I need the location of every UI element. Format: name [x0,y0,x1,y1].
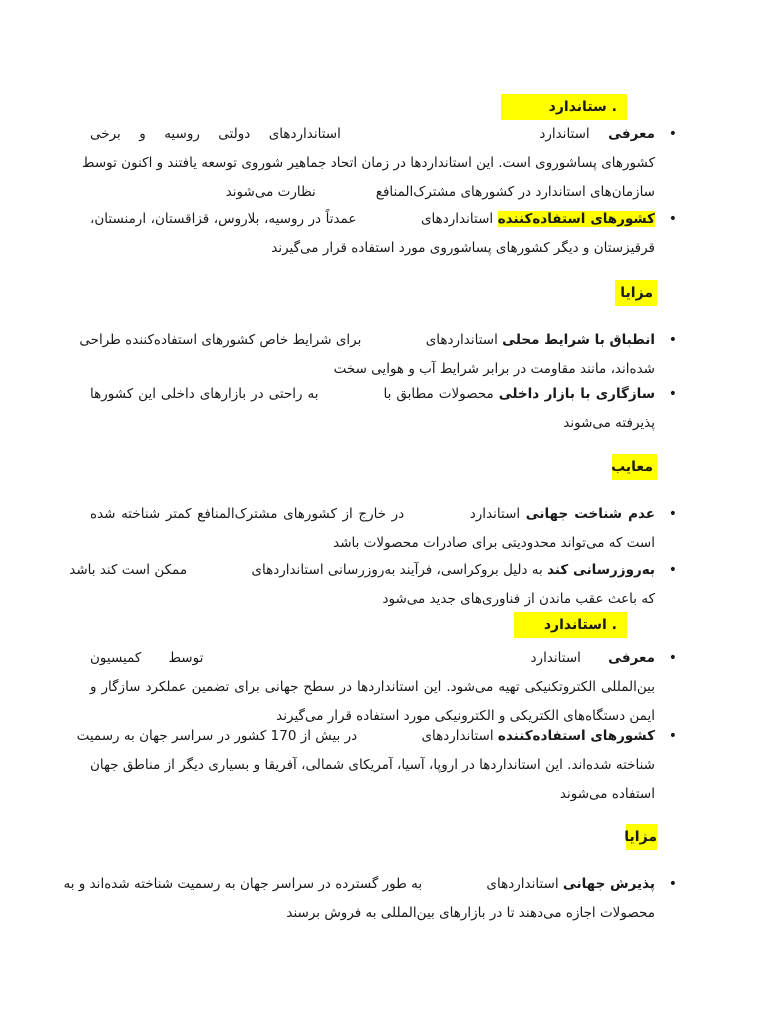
bullet-dot: • [668,126,677,142]
bullet-label: عدم شناخت جهانی [525,506,655,522]
section-heading-disadvantages: معایب [612,454,657,480]
bullet-using-countries-1: • کشورهای استفاده‌کننده استانداردهای عمدتاً در روسیه، بلاروس، قزاقستان، ارمنستان، قرقیزستان و دیگر کشورهای پساشوروی مورد استفاده قرار می‌گیرند [90,205,655,263]
section-heading-standard-2: . استاندارد [514,612,627,638]
bullet-local-adaptation: • انطباق با شرایط محلی استانداردهای برای شرایط خاص کشورهای استفاده‌کننده طراحی شده‌اند، مانند مقاومت در برابر شرایط آب و هوایی سخت [90,326,655,384]
bullet-label: معرفی [608,126,655,142]
bullet-label: به‌روزرسانی کند [547,562,655,578]
bullet-no-global-recognition: • عدم شناخت جهانی استاندارد در خارج از کشورهای مشترک‌المنافع کمتر شناخته شده است که می‌تواند محدودیتی برای صادرات محصولات باشد [90,500,655,558]
bullet-label: انطباق با شرایط محلی [502,332,655,348]
section-heading-standard-1: . ستاندارد [501,94,627,120]
bullet-label: کشورهای استفاده‌کننده [497,728,655,744]
bullet-domestic-market: • سازگاری با بازار داخلی محصولات مطابق با به راحتی در بازارهای داخلی این کشورها پذیرفته می‌شوند [90,380,655,438]
bullet-dot: • [668,332,677,348]
section-heading-advantages-2: مزایا [626,824,657,850]
bullet-dot: • [668,211,677,227]
bullet-introduction-1: • معرفی استاندارد استانداردهای دولتی روسیه و برخی کشورهای پساشوروی است. این استانداردها در زمان اتحاد جماهیر شوروی توسعه یافتند و اکنون توسط سازمان‌های استاندارد در کشورهای مشترک‌المنافعنظارت می‌شوند [90,120,655,207]
bullet-label: پذیرش جهانی [562,876,655,892]
bullet-dot: • [668,562,677,578]
bullet-using-countries-2: • کشورهای استفاده‌کننده استانداردهای در بیش از 170 کشور در سراسر جهان به رسمیت شناخته شده‌اند. این استانداردها در اروپا، آسیا، آمریکای شمالی، آفریقا و بسیاری دیگر از مناطق جهان استفاده می‌شوند [90,722,655,809]
bullet-dot: • [668,876,677,892]
bullet-introduction-2: • معرفی استاندارد توسط کمیسیون بین‌المللی الکتروتکنیکی تهیه می‌شود. این استانداردها در سطح جهانی برای تضمین عملکرد سازگار و ایمن دستگاه‌های الکتریکی و الکترونیکی مورد استفاده قرار می‌گیرند [90,644,655,731]
bullet-dot: • [668,728,677,744]
bullet-dot: • [668,650,677,666]
bullet-global-acceptance: • پذیرش جهانی استانداردهای به طور گسترده در سراسر جهان به رسمیت شناخته شده‌اند و به محصولات اجازه می‌دهند تا در بازارهای بین‌المللی به فروش برسند [90,870,655,928]
bullet-label-highlighted: کشورهای استفاده‌کننده [497,211,655,227]
bullet-dot: • [668,506,677,522]
bullet-slow-updates: • به‌روزرسانی کند به دلیل بروکراسی، فرآیند به‌روزرسانی استانداردهای ممکن است کند باشد که باعث عقب ماندن از فناوری‌های جدید می‌شود [90,556,655,614]
bullet-dot: • [668,386,677,402]
bullet-label: معرفی [608,650,655,666]
bullet-label: سازگاری با بازار داخلی [498,386,655,402]
section-heading-advantages-1: مزایا [615,280,657,306]
